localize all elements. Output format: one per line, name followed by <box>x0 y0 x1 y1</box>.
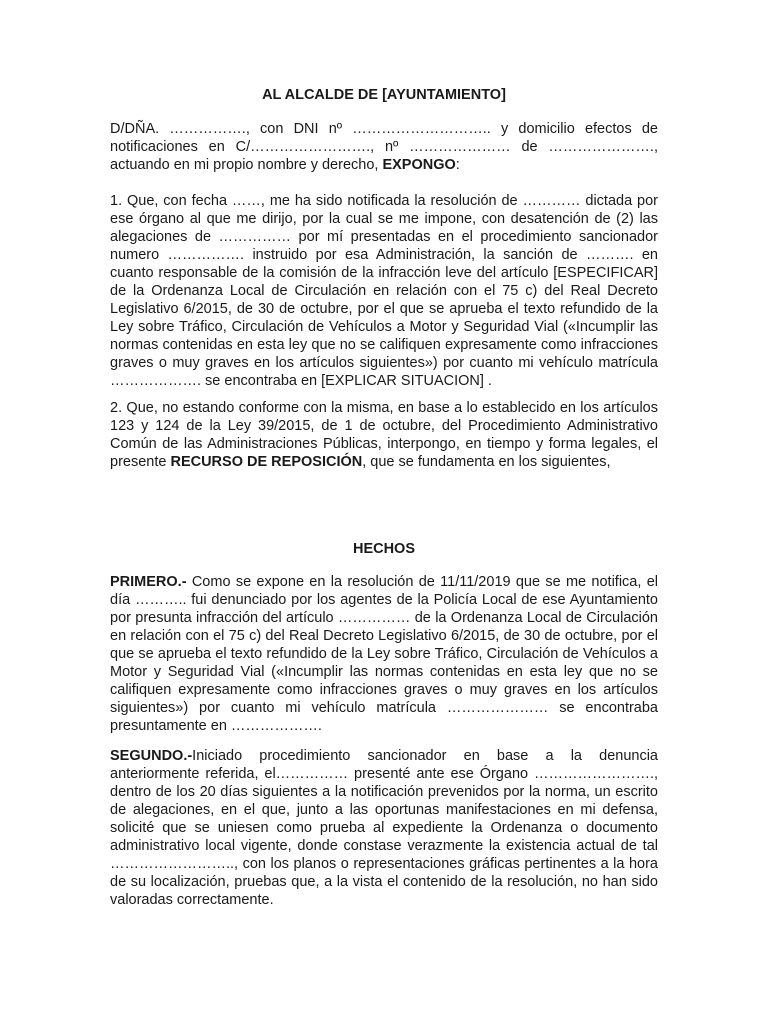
point-1-paragraph: 1. Que, con fecha ……, me ha sido notificada la resolución de ………… dictada por ese órgano al que me dirijo, por la cual se me impone, con desatención de (2) las alegaciones de …………… por mí presentadas en el procedimiento sancionador numero ……………. instruido por esa Administración, la sanción de ………. en cuanto responsable de la comisión de la infracción leve del artículo [ESPECIFICAR] de la Ordenanza Local de Circulación en relación con el 75 c) del Real Decreto Legislativo 6/2015, de 30 de octubre, por el que se aprueba el texto refundido de la Ley sobre Tráfico, Circulación de Vehículos a Motor y Seguridad Vial («Incumplir las normas contenidas en esta ley que no se califiquen expresamente como infracciones graves o muy graves en los artículos siguientes») por cuanto mi vehículo matrícula ………………. se encontraba en [EXPLICAR SITUACION] . <box>110 193 658 389</box>
intro-paragraph <box>110 120 658 174</box>
segundo-label: SEGUNDO.- <box>110 748 193 764</box>
intro-text: D/DÑA. ……………., con DNI nº ……………………….. y domicilio efectos de notificaciones en C/……………………., nº ………………… de …………………., actuando en mi propio nombre y derecho, <box>110 121 658 173</box>
point-2-paragraph <box>110 399 658 471</box>
point-2-after: , que se fundamenta en los siguientes, <box>362 454 611 470</box>
hechos-heading: HECHOS <box>352 541 416 557</box>
segundo-text: Iniciado procedimiento sancionador en base a la denuncia anteriormente referida, el…………… presenté ante ese Órgano ……………………., dentro de los 20 días siguientes a la notificación prevenidos por la norma, un escrito de alegaciones, en el que, junto a las oportunas manifestaciones en mi defensa, solicité que se uniesen como prueba al expediente la Ordenanza o documento administrativo local vigente, donde constase verazmente la existencia actual de tal …………………….., con los planos o representaciones gráficas pertinentes a la hora de su localización, pruebas que, a la vista el contenido de la resolución, no han sido valoradas correctamente. <box>110 748 658 908</box>
segundo-paragraph <box>110 747 658 909</box>
intro-after: : <box>455 157 460 173</box>
point-2-text: 2. Que, no estando conforme con la misma, en base a lo establecido en los artículos 123 y 124 de la Ley 39/2015, de 1 de octubre, del Procedimiento Administrativo Común de las Administraciones Públicas, interpongo, en tiempo y forma legales, el presente <box>110 400 658 470</box>
document-title: AL ALCALDE DE [AYUNTAMIENTO] <box>262 87 506 103</box>
primero-text: Como se expone en la resolución de 11/11/2019 que se me notifica, el día ……….. fui denunciado por los agentes de la Policía Local de ese Ayuntamiento por presunta infracción del artículo …………… de la Ordenanza Local de Circulación en relación con el 75 c) del Real Decreto Legislativo 6/2015, de 30 de octubre, por el que se aprueba el texto refundido de la Ley sobre Tráfico, Circulación de Vehículos a Motor y Seguridad Vial («Incumplir las normas contenidas en esta ley que no se califiquen expresamente como infracciones graves o muy graves en los artículos siguientes») por cuanto mi vehículo matrícula ………………… se encontraba presuntamente en ………………. <box>110 574 658 734</box>
primero-label: PRIMERO.- <box>110 574 187 590</box>
expongo-label: EXPONGO <box>382 157 456 173</box>
recurso-label: RECURSO DE REPOSICIÓN <box>170 454 363 470</box>
primero-paragraph <box>110 573 658 735</box>
